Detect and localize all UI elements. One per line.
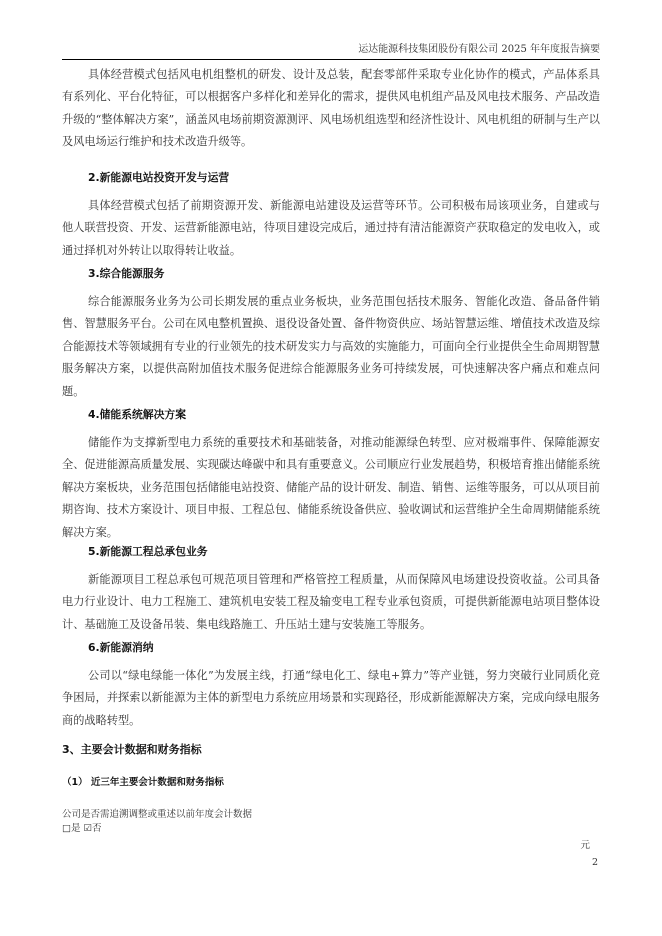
header-divider [62, 59, 600, 60]
financial-section-heading: 3、主要会计数据和财务指标 [62, 743, 202, 756]
report-header-title: 运达能源科技集团股份有限公司 2025 年年度报告摘要 [358, 44, 600, 55]
restatement-question: 公司是否需追溯调整或重述以前年度会计数据 [62, 809, 253, 820]
section-heading-integrated-energy: 3.综合能源服务 [88, 267, 165, 280]
section-heading-consumption: 6.新能源消纳 [88, 641, 154, 654]
energy-storage-paragraph: 储能作为支撑新型电力系统的重要技术和基础装备，对推动能源绿色转型、应对极端事件、保障能源安全、促进能源高质量发展、实现碳达峰碳中和具有重要意义。公司顺应行业发展趋势，积极培育推出储能系统解决方案板块，业务范围包括储能电站投资、储能产品的设计研发、制造、销售、运维等服务，可以从项目前期咨询、技术方案设计、项目申报、工程总包、储能系统设备供应、验收调试和运营维护全生命周期储能系统解决方案。 [62, 436, 600, 539]
power-station-paragraph: 具体经营模式包括了前期资源开发、新能源电站建设及运营等环节。公司积极布局该项业务，自建或与他人联营投资、开发、运营新能源电站，待项目建设完成后，通过持有清洁能源资产获取稳定的发电收入，或通过择机对外转让以取得转让收益。 [62, 199, 600, 257]
currency-unit: 元 [580, 840, 590, 851]
page-number: 2 [591, 857, 598, 868]
section-heading-power-station: 2.新能源电站投资开发与运营 [88, 171, 230, 184]
consumption-paragraph: 公司以“绿电绿能一体化”为发展主线，打通“绿电化工、绿电+算力”等产业链，努力突破行业同质化竞争困局，并探索以新能源为主体的新型电力系统应用场景和实现路径，形成新能源解决方案，完成向绿电服务商的战略转型。 [62, 669, 600, 727]
business-model-paragraph: 具体经营模式包括风电机组整机的研发、设计及总装，配套零部件采取专业化协作的模式，产品体系具有系列化、平台化特征，可以根据客户多样化和差异化的需求，提供风电机组产品及风电技术服务、产品改造升级的“整体解决方案”，涵盖风电场前期资源测评、风电场机组选型和经济性设计、风电机组的研制与生产以及风电场运行维护和技术改造升级等。 [62, 68, 600, 149]
integrated-energy-paragraph: 综合能源服务业务为公司长期发展的重点业务板块，业务范围包括技术服务、智能化改造、备品备件销售、智慧服务平台。公司在风电整机置换、退役设备处置、备件物资供应、场站智慧运维、增值技术改造及综合能源技术等领域拥有专业的行业领先的技术研发实力与高效的实施能力，可面向全行业提供全生命周期智慧服务解决方案，以提供高附加值技术服务促进综合能源服务业务可持续发展，可快速解决客户痛点和难点问题。 [62, 295, 600, 398]
section-heading-epc: 5.新能源工程总承包业务 [88, 545, 208, 558]
epc-paragraph: 新能源项目工程总承包可规范项目管理和严格管控工程质量，从而保障风电场建设投资收益。公司具备电力行业设计、电力工程施工、建筑机电安装工程及输变电工程专业承包资质，可提供新能源电站项目整体设计、基础施工及设备吊装、集电线路施工、升压站土建与安装施工等服务。 [62, 573, 600, 631]
financial-subheading: （1） 近三年主要会计数据和财务指标 [62, 777, 224, 788]
restatement-answer: □是 ☑否 [62, 823, 102, 834]
section-heading-energy-storage: 4.储能系统解决方案 [88, 408, 186, 421]
